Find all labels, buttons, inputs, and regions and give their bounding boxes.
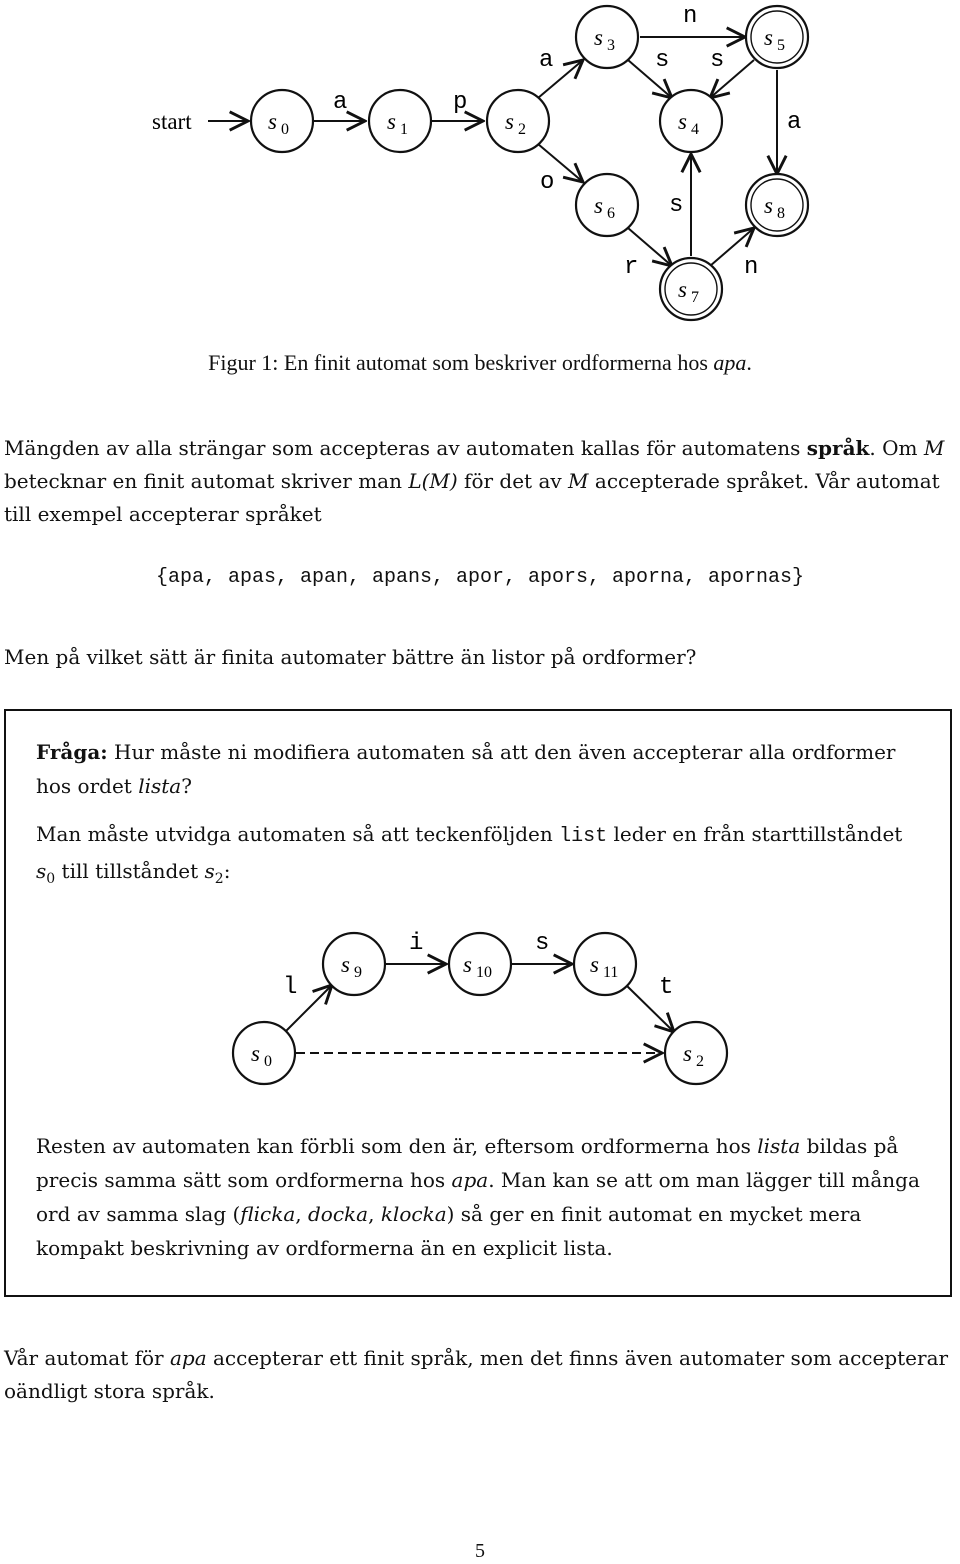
edge-label-s1-s2: p xyxy=(453,89,468,116)
paragraph-question: Men på vilket sätt är finita automater bättre än listor på ordformer? xyxy=(4,645,697,669)
state-s2 xyxy=(665,1022,727,1084)
page-number: 5 xyxy=(475,1540,485,1562)
edge-label-s9-s10: i xyxy=(409,930,424,957)
figure-2-automaton xyxy=(6,911,950,1111)
svg-text:s0: s $_0$ xyxy=(268,109,289,138)
state-s6 xyxy=(576,174,638,236)
edge-label-s6-s7: r xyxy=(624,254,639,281)
edge-label-s3-s4: s xyxy=(655,47,670,74)
edge-label-s2-s6: o xyxy=(540,169,555,196)
state-s5-accepting xyxy=(746,6,808,68)
edge-label-s7-s8: n xyxy=(744,254,759,281)
paragraph-language-definition: Mängden av alla strängar som accepteras av automaten kallas för automatens språk. Om M betecknar en finit automat skriver man L(M) för det av M accepterade språket. Vår automat till exempel accepterar språket xyxy=(4,436,945,526)
state-s11 xyxy=(574,933,636,995)
language-set: {apa, apas, apan, apans, apor, apors, aporna, apornas} xyxy=(155,566,805,589)
edge-label-s5-s8: a xyxy=(787,109,802,136)
state-s4 xyxy=(660,90,722,152)
edge-label-s3-s5: n xyxy=(683,3,698,30)
state-s7-accepting xyxy=(660,258,722,320)
paragraph-infinite-languages: Vår automat för apa accepterar ett finit språk, men det finns även automater som accepterar oändligt stora språk. xyxy=(4,1346,949,1403)
box-answer-conclusion: Resten av automaten kan förbli som den är, eftersom ordformerna hos lista bildas på precis samma sätt som ordformerna hos apa. Man kan se att om man lägger till många ord av samma slag (flicka, docka, klocka) så ger en finit automat en mycket mera kompakt beskrivning av ordformerna än en explicit lista. xyxy=(36,1134,920,1260)
svg-text:s2: s $_2$ xyxy=(505,109,526,138)
state-s0 xyxy=(233,1022,295,1084)
edge-label-s5-s4: s xyxy=(710,47,725,74)
svg-text:s10: s $_{10}$ xyxy=(463,952,492,981)
state-s2 xyxy=(487,90,549,152)
edge-label-s0-s1: a xyxy=(333,89,348,116)
svg-text:s7: s $_7$ xyxy=(678,277,699,306)
edge-label-s11-s2: t xyxy=(659,974,674,1001)
svg-text:s11: s $_{11}$ xyxy=(590,952,619,981)
svg-text:s0: s $_0$ xyxy=(251,1041,272,1070)
state-s0 xyxy=(251,90,313,152)
edge-label-s7-s4: s xyxy=(669,192,684,219)
state-s9 xyxy=(323,933,385,995)
svg-text:s2: s $_2$ xyxy=(683,1041,704,1070)
state-s10 xyxy=(449,933,511,995)
box-question: Fråga: Hur måste ni modifiera automaten så att den även accepterar alla ordformer hos ordet lista? xyxy=(36,740,896,798)
svg-text:s9: s $_9$ xyxy=(341,952,362,981)
svg-text:s3: s $_3$ xyxy=(594,25,615,54)
state-s3 xyxy=(576,6,638,68)
edge-label-s2-s3: a xyxy=(539,47,554,74)
svg-text:s5: s $_5$ xyxy=(764,25,785,54)
svg-text:s1: s $_1$ xyxy=(387,109,408,138)
svg-text:s6: s $_6$ xyxy=(594,193,615,222)
edge-label-s0-s9: l xyxy=(283,974,298,1001)
figure-1-caption: Figur 1: En finit automat som beskriver ordformerna hos apa. xyxy=(208,350,752,375)
box-answer-intro: Man måste utvidga automaten så att teckenföljden list leder en från starttillståndet $s_0$ till tillståndet $s_2$: xyxy=(36,822,903,887)
state-s8-accepting xyxy=(746,174,808,236)
edge-label-s10-s11: s xyxy=(535,930,550,957)
figure-1-automaton xyxy=(0,0,960,340)
svg-text:s8: s $_8$ xyxy=(764,193,785,222)
svg-text:s4: s $_4$ xyxy=(678,109,699,138)
state-s1 xyxy=(369,90,431,152)
question-box xyxy=(4,709,952,1297)
start-label: start xyxy=(152,109,192,134)
